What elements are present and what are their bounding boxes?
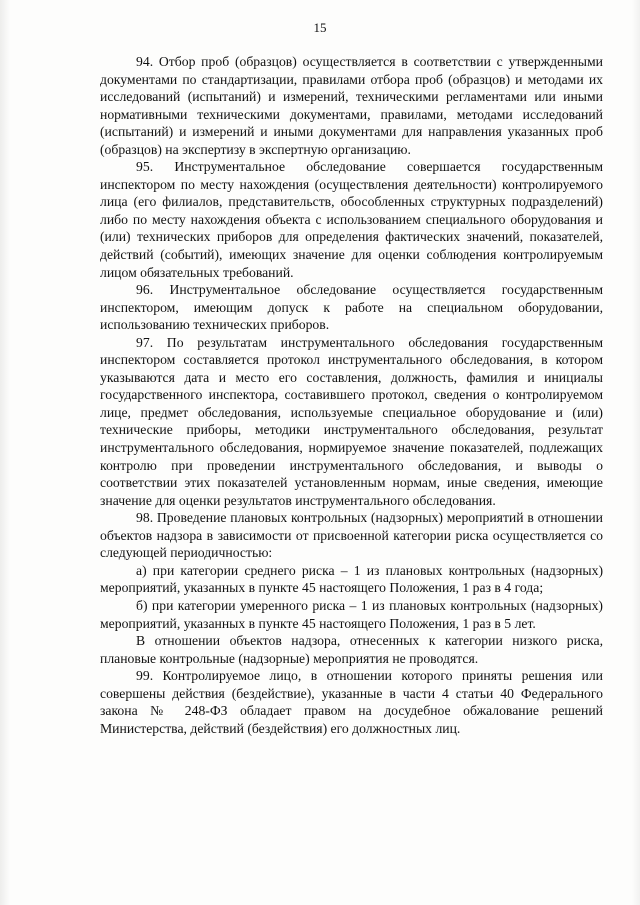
paragraph-96: 96. Инструментальное обследование осуществляется государственным инспектором, имеющим допуск к работе на специальном оборудовании, использованию технических приборов. <box>100 282 603 333</box>
paragraph-99: 99. Контролируемое лицо, в отношении которого приняты решения или совершены действия (бездействие), указанные в части 4 статьи 40 Федерального закона № 248-ФЗ обладает правом на досудебное обжалование решений Министерства, действий (бездействия) его должностных лиц. <box>100 668 603 736</box>
paragraph-94: 94. Отбор проб (образцов) осуществляется в соответствии с утвержденными документами по стандартизации, правилами отбора проб (образцов) и методами их исследований (испытаний) и измерений, техническими регламентами или иными нормативными техническими документами, правилами, методами исследований (испытаний) и измерений и иными документами для направления указанных проб (образцов) на экспертизу в экспертную организацию. <box>100 54 603 157</box>
paragraph-98: 98. Проведение плановых контрольных (надзорных) мероприятий в отношении объектов надзора в зависимости от присвоенной категории риска осуществляется со следующей периодичностью: <box>100 510 603 561</box>
paragraph-98-a: а) при категории среднего риска – 1 из плановых контрольных (надзорных) мероприятий, указанных в пункте 45 настоящего Положения, 1 раз в 4 года; <box>100 562 603 596</box>
paragraph-95: 95. Инструментальное обследование совершается государственным инспектором по месту нахождения (осуществления деятельности) контролируемого лица (его филиалов, представительств, обособленных структурных подразделений) либо по месту нахождения объекта с использованием специального оборудования и (или) технических приборов для определения фактических значений, показателей, действий (событий), имеющих значение для оценки соблюдения контролируемым лицом обязательных требований. <box>100 159 603 280</box>
scan-shadow-right <box>632 0 640 905</box>
paragraph-low-risk: В отношении объектов надзора, отнесенных к категории низкого риска, плановые контрольные (надзорные) мероприятия не проводятся. <box>100 633 603 666</box>
paragraph-98-b: б) при категории умеренного риска – 1 из плановых контрольных (надзорных) мероприятий, указанных в пункте 45 настоящего Положения, 1 раз в 5 лет. <box>100 597 603 631</box>
scan-shadow-left <box>0 0 10 905</box>
page-number: 15 <box>313 20 327 35</box>
paragraph-97: 97. По результатам инструментального обследования государственным инспектором составляется протокол инструментального обследования, в котором указываются дата и место его составления, должность, фамилия и инициалы государственного инспектора, составившего протокол, сведения о контролируемом лице, предмет обследования, используемые специальное оборудование и (или) технические приборы, методики инструментального обследования, результат инструментального обследования, нормируемое значение показателей, подлежащих контролю при проведении инструментального обследования, и выводы о соответствии этих показателей установленным нормам, иные сведения, имеющие значение для оценки результатов инструментального обследования. <box>100 334 603 508</box>
document-body <box>100 53 603 737</box>
